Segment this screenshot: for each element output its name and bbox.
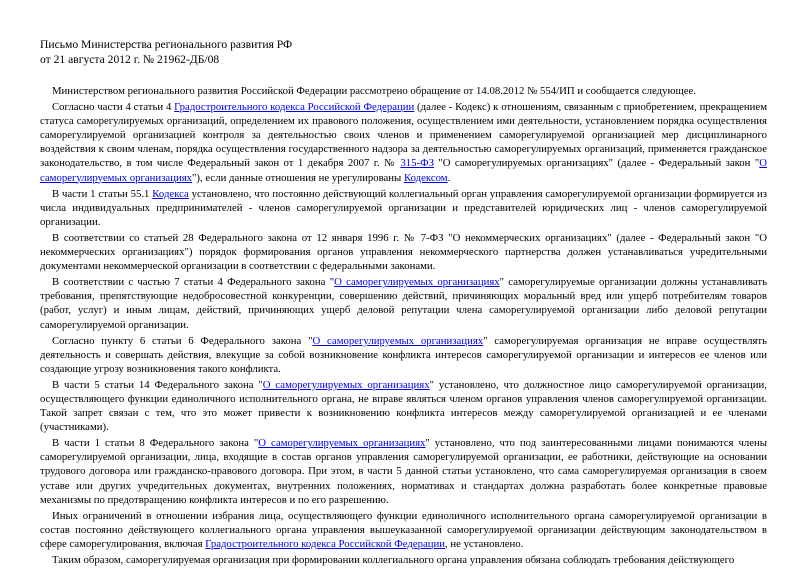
paragraph-text: установлено, что постоянно действующий коллегиальный орган управления саморегулируемой организации формируется из числа индивидуальных предпринимателей - членов саморегулируемой организации и представителей юридических лиц - членов саморегулируемой организации. <box>40 187 767 228</box>
link-fz-sro[interactable]: О саморегулируемых организациях <box>312 334 484 347</box>
link-gradostroitelny-kodeks[interactable]: Градостроительного кодекса Российской Федерации <box>205 537 445 550</box>
link-gradostroitelny-kodeks[interactable]: Градостроительного кодекса Российской Федерации <box>174 101 415 114</box>
paragraph-text: Согласно пункту 6 статьи 6 Федерального закона " <box>52 334 313 347</box>
paragraph-text: Иных ограничений в отношении избрания лица, осуществляющего функции единоличного исполнительного органа саморегулируемой организации в состав постоянно действующего коллегиального органа управления вышеуказанной саморегулируемой организации действующим законодательством в сфере саморегулирования, включая <box>40 509 767 550</box>
paragraph-text: " установлено, что под заинтересованными лицами понимаются члены саморегулируемой организации, лица, входящие в состав органов управления саморегулируемой организации, ее работники, действующие на основании трудового договора или гражданско-правового договора. При этом, в части 5 данной статьи установлено, что сама саморегулируемая организация в своем уставе или других учредительных документах, внутренних положениях, нормативах и стандартах должна разработать более конкретные правовые механизмы по предотвращению конфликта интересов и по его разрешению. <box>40 437 768 506</box>
paragraph-text: " установлено, что должностное лицо саморегулируемой организации, осуществляющего функции единоличного исполнительного органа, не вправе являться членом органов управления членов саморегулируемой организации. Такой запрет связан с тем, что это может привести к возникновению конфликта интересов между саморегулируемой организацией и ее членами (участниками). <box>40 378 767 434</box>
paragraph-2 <box>40 100 767 185</box>
paragraph-8 <box>40 436 767 506</box>
link-fz-sro[interactable]: О саморегулируемых организациях <box>262 378 430 391</box>
paragraph-text: В соответствии со статьей 28 Федерального закона от 12 января 1996 г. № 7-ФЗ "О некоммерческих организациях" (далее - Федеральный закон "О некоммерческих организациях") порядок формирования органов управления некоммерческого партнерства должен устанавливаться учредительными документами некоммерческой организации в соответствии с федеральными законами. <box>40 231 767 273</box>
link-fz-sro[interactable]: О саморегулируемых организациях <box>40 157 767 184</box>
paragraph-6 <box>40 334 767 376</box>
paragraph-3 <box>40 187 767 229</box>
paragraph-text: Таким образом, саморегулируемая организация при формировании коллегиального органа управления обязана соблюдать требования действующего <box>52 554 735 566</box>
paragraph-10 <box>40 553 767 567</box>
paragraph-text: (далее - Кодекс) к отношениям, связанным с приобретением, прекращением статуса саморегулируемых организаций, определением их правового положения, осуществлением ими деятельности, установлением порядка осуществления саморегулируемой организацией контроля за деятельностью своих членов и применением саморегулируемой организацией мер дисциплинарного воздействия к своим членам, порядка осуществления государственного надзора за деятельностью саморегулируемых организаций, применяется гражданское законодательство, в том числе Федеральный закон от 1 декабря 2007 г. № <box>40 101 767 170</box>
paragraph-text: , не установлено. <box>444 537 524 550</box>
paragraph-text: В части 5 статьи 14 Федерального закона " <box>52 378 263 391</box>
paragraph-text: . <box>447 171 451 184</box>
paragraph-9 <box>40 509 767 551</box>
link-kodeks[interactable]: Кодексом <box>403 171 448 184</box>
paragraph-text: В части 1 статьи 8 Федерального закона " <box>52 437 259 450</box>
paragraph-text: "О саморегулируемых организациях" (далее - Федеральный закон " <box>434 157 760 170</box>
document-title: Письмо Министерства регионального развития РФ <box>40 38 293 51</box>
document-date-number: от 21 августа 2012 г. № 21962-ДБ/08 <box>40 53 220 66</box>
paragraph-text: В соответствии с частью 7 статьи 4 Федерального закона " <box>52 276 335 289</box>
document-header <box>40 37 767 67</box>
link-kodeks[interactable]: Кодекса <box>152 187 189 200</box>
link-315-fz[interactable]: 315-ФЗ <box>400 157 434 170</box>
paragraph-text: "), если данные отношения не урегулированы <box>192 171 404 184</box>
paragraph-1 <box>40 84 767 98</box>
paragraph-7 <box>40 378 767 434</box>
paragraph-text: Согласно части 4 статьи 4 <box>52 101 175 114</box>
paragraph-text: Министерством регионального развития Российской Федерации рассмотрено обращение от 14.08.2012 № 554/ИП и сообщается следующее. <box>52 85 696 97</box>
link-fz-sro[interactable]: О саморегулируемых организациях <box>334 276 500 289</box>
link-fz-sro[interactable]: О саморегулируемых организациях <box>258 437 426 450</box>
paragraph-text: " саморегулируемые организации должны устанавливать требования, препятствующие недобросовестной конкуренции, совершению действий, причиняющих моральный вред или ущерб потребителям товаров (работ, услуг) и иным лицам, действий, причиняющих ущерб деловой репутации члена саморегулируемой организации либо деловой репутации саморегулируемой организации. <box>40 276 767 331</box>
paragraph-4 <box>40 231 767 273</box>
paragraph-text: В части 1 статьи 55.1 <box>52 187 153 200</box>
document-body <box>40 84 767 567</box>
paragraph-5 <box>40 275 767 331</box>
paragraph-text: " саморегулируемая организация не вправе осуществлять деятельность и совершать действия, влекущие за собой возникновение конфликта интересов саморегулируемой организации и интересов ее членов или создающие угрозу возникновения такого конфликта. <box>40 334 768 375</box>
